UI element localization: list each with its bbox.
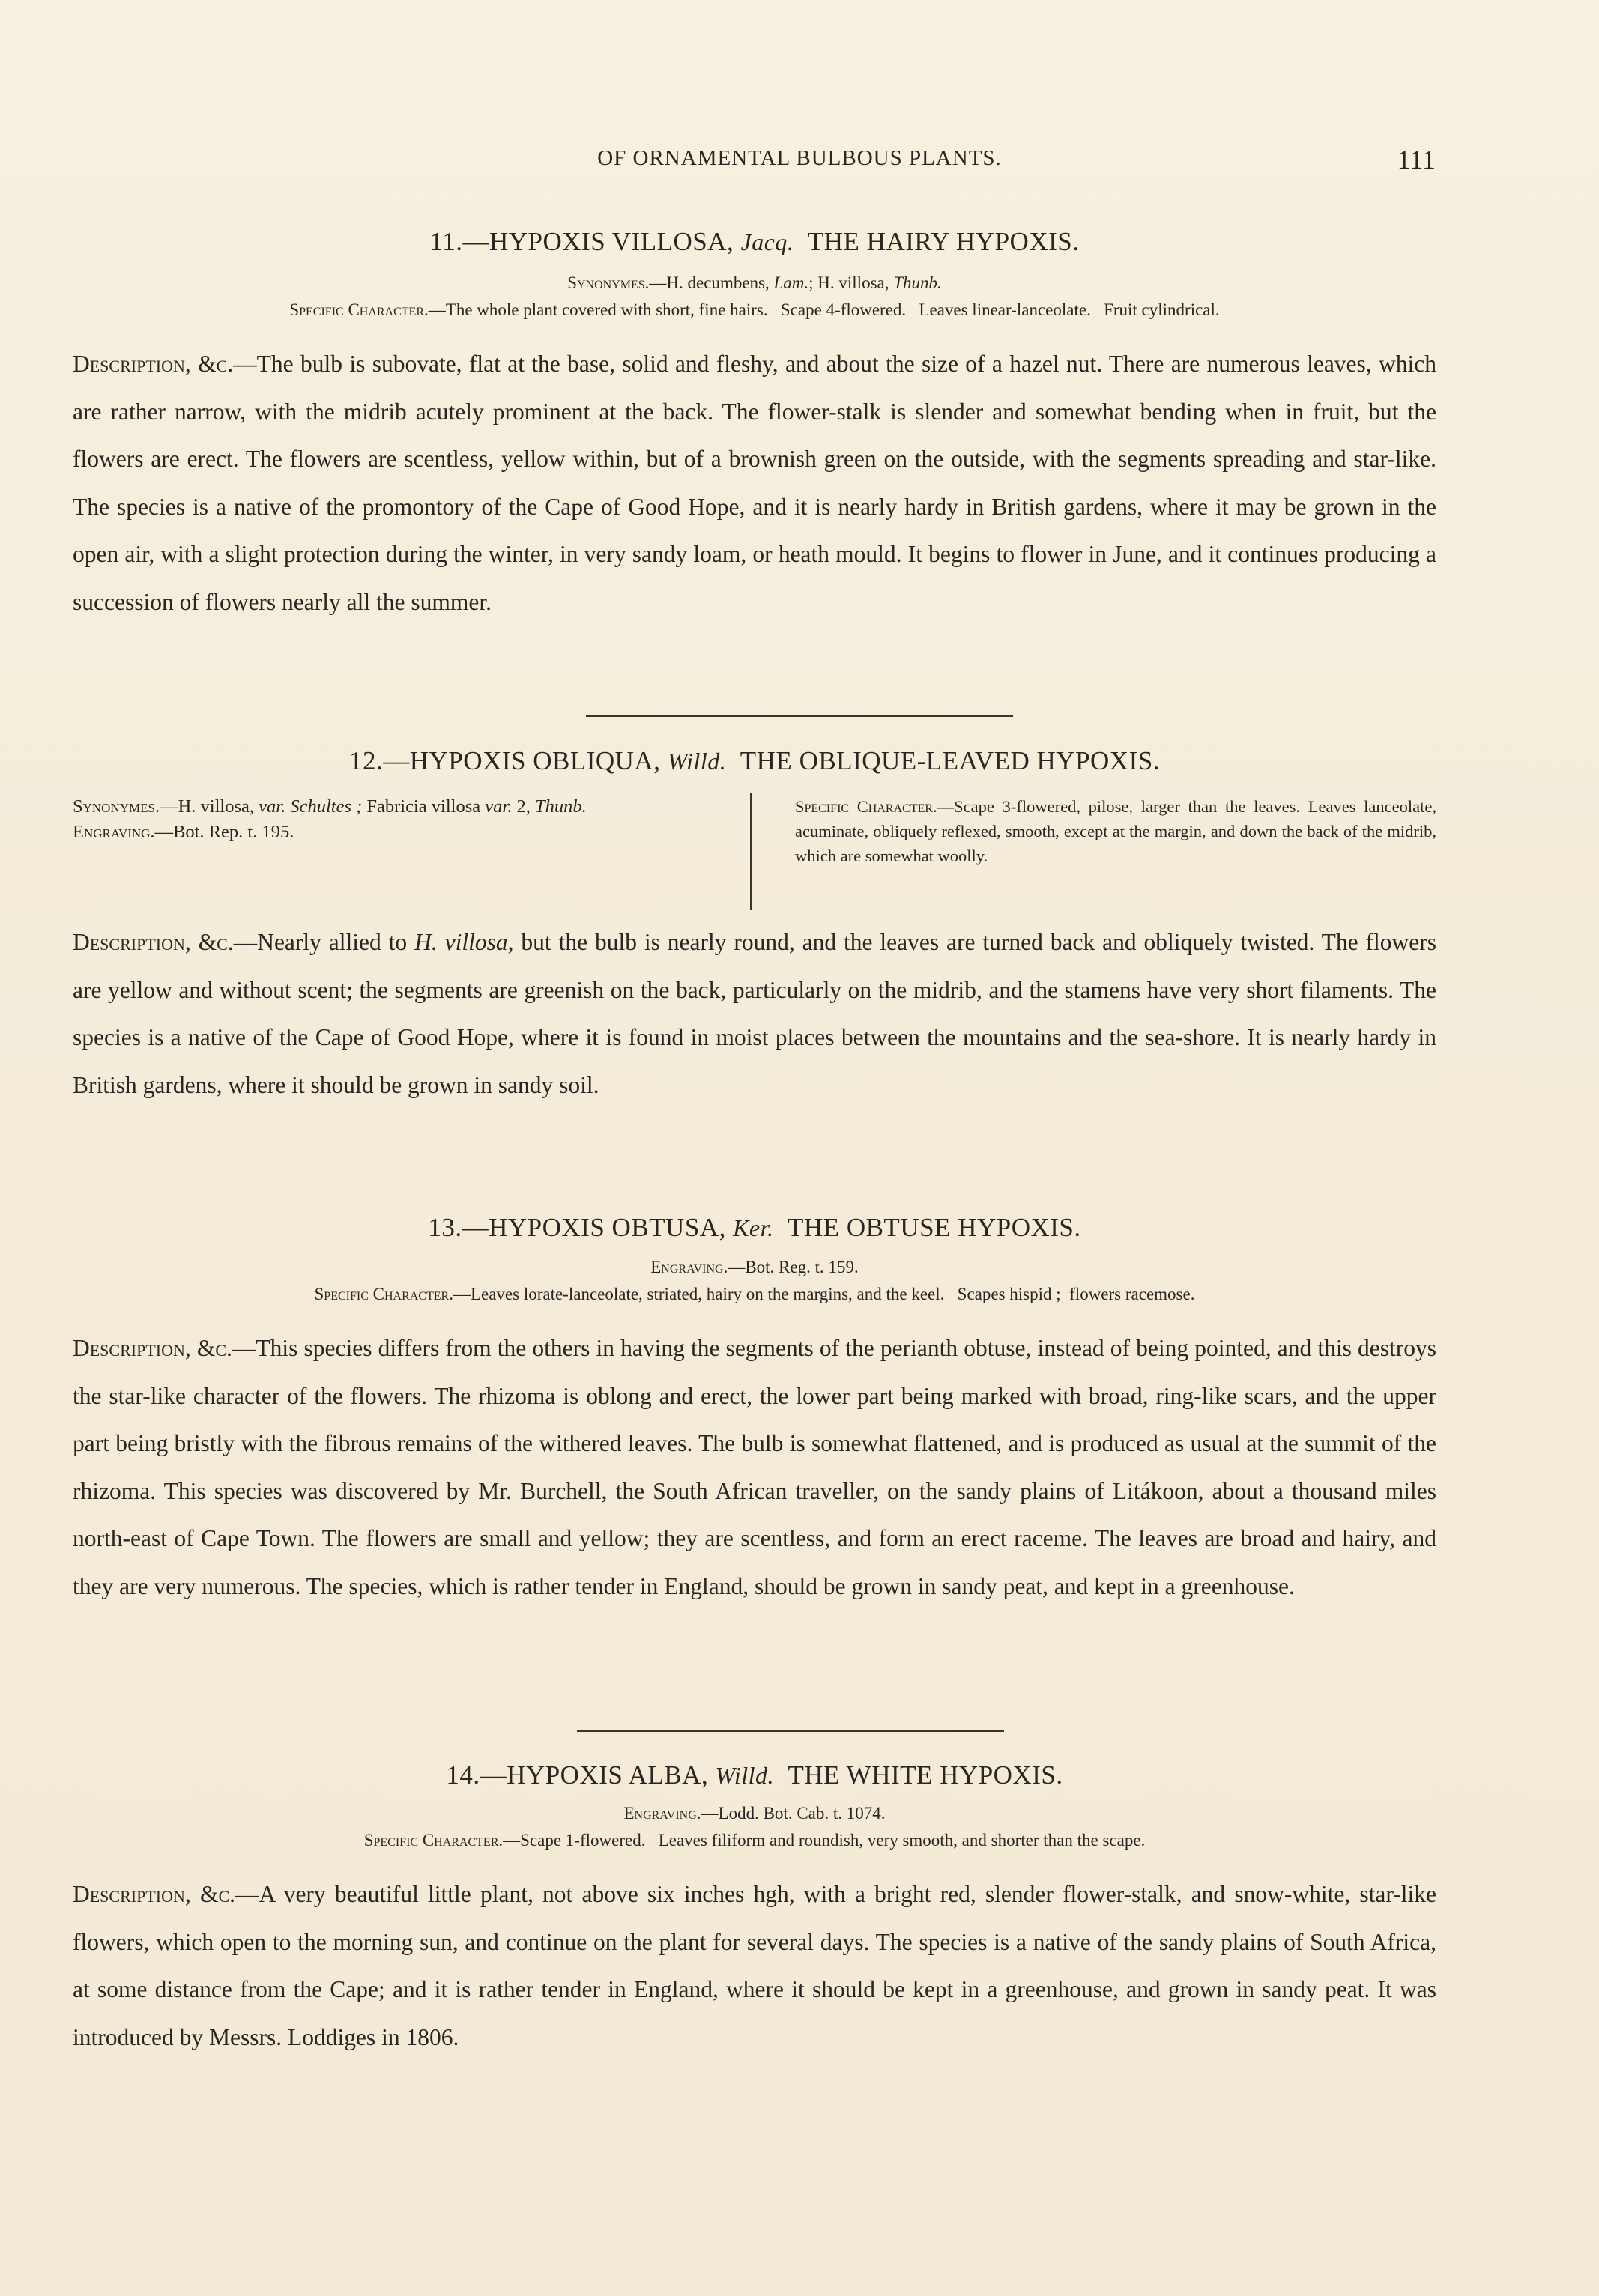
title-common-name: THE HAIRY HYPOXIS. <box>807 227 1080 256</box>
synonyms-text: —H. decumbens, <box>649 273 770 292</box>
character-label: Specific Character. <box>795 797 937 816</box>
character-text: —The whole plant covered with short, fine hairs. Scape 4-flowered. Leaves linear-lanceolate. Fruit cylindrical. <box>428 300 1220 319</box>
synonyms-author: Thunb. <box>893 273 942 292</box>
section-title <box>73 225 1436 259</box>
engraving-text: —Bot. Rep. t. 195. <box>154 822 294 842</box>
engraving-text: —Lodd. Bot. Cab. t. 1074. <box>701 1804 886 1823</box>
synonyms-author: Thunb. <box>534 796 587 817</box>
description-text: —The bulb is subovate, flat at the base, solid and fleshy, and about the size of a hazel nut. There are numerous leaves, which are rather narrow, with the midrib acutely prominent at the back. The flower-stalk is slender and somewhat bending when in fruit, but the flowers are erect. The flowers are scentless, yellow within, but of a brownish green on the outside, with the segments spreading and star-like. The species is a native of the promontory of the Cape of Good Hope, and it is nearly hardy in British gardens, where it may be grown in the open air, with a slight protection during the winter, in very sandy loam, or heath mould. It begins to flower in June, and it continues producing a succession of flowers nearly all the summer. <box>73 351 1436 615</box>
section-11 <box>73 225 1436 626</box>
synonyms-author: Lam. <box>773 273 809 292</box>
section-divider <box>586 715 1013 717</box>
title-prefix: 14.—HYPOXIS ALBA, <box>446 1760 709 1790</box>
synonyms-text: ; H. villosa, <box>808 273 889 292</box>
character-label: Specific Character. <box>289 300 429 319</box>
engraving-text: —Bot. Reg. t. 159. <box>728 1258 859 1276</box>
title-authority: Jacq. <box>740 228 794 255</box>
engraving-label: Engraving. <box>650 1258 728 1276</box>
description-text: —A very beautiful little plant, not above six inches hgh, with a bright red, slender flower-stalk, and snow-white, star-like flowers, which open to the morning sun, and continue on the plant for several days. The species is a native of the sandy plains of South Africa, at some distance from the Cape; and it is rather tender in England, where it should be kept in a greenhouse, and grown in sandy peat. It was introduced by Messrs. Loddiges in 1806. <box>73 1881 1437 2050</box>
synonyms-column <box>73 794 776 845</box>
title-common-name: THE OBTUSE HYPOXIS. <box>788 1213 1081 1242</box>
title-prefix: 12.—HYPOXIS OBLIQUA, <box>349 746 661 775</box>
title-prefix: 13.—HYPOXIS OBTUSA, <box>428 1213 726 1242</box>
page-number: 111 <box>1397 145 1436 175</box>
description-label: Description, &c. <box>73 1335 232 1361</box>
specific-character-line <box>73 1827 1436 1854</box>
synonyms-label: Synonymes. <box>567 273 650 292</box>
title-common-name: THE OBLIQUE-LEAVED HYPOXIS. <box>740 746 1160 775</box>
section-title <box>73 1211 1436 1245</box>
running-title: OF ORNAMENTAL BULBOUS PLANTS. <box>597 146 1002 170</box>
section-12-notes <box>73 794 1436 914</box>
description-text: —Nearly allied to <box>233 929 408 955</box>
specific-character-line <box>73 297 1436 324</box>
specific-character-column <box>795 794 1436 868</box>
title-authority: Willd. <box>667 748 727 775</box>
section-12 <box>73 744 1436 778</box>
character-text: —Scape 3-flowered, pilose, larger than the leaves. Leaves lanceolate, acuminate, obliquely reflexed, smooth, except at the margin, and down the back of the midrib, which are somewhat woolly. <box>795 797 1436 865</box>
engraving-label: Engraving. <box>73 822 155 842</box>
synonyms-variety: var. <box>259 796 286 817</box>
engraving-line <box>73 1254 1436 1281</box>
title-prefix: 11.—HYPOXIS VILLOSA, <box>429 227 734 256</box>
section-13 <box>73 1211 1436 1610</box>
synonyms-text: 2, <box>516 796 531 817</box>
section-12-description <box>73 918 1436 1109</box>
section-title <box>73 1758 1436 1793</box>
description-label: Description, &c. <box>73 1881 235 1907</box>
description-label: Description, &c. <box>73 929 234 955</box>
synonyms-variety: var. <box>485 796 513 817</box>
synonyms-label: Synonymes. <box>73 796 160 817</box>
synonyms-entry <box>73 794 776 820</box>
engraving-line <box>73 1800 1436 1827</box>
synonyms-author: Schultes ; <box>290 796 363 817</box>
character-text: —Scape 1-flowered. Leaves filiform and roundish, very smooth, and shorter than the scape. <box>503 1831 1146 1850</box>
description-text: but the bulb is nearly round, and the leaves are turned back and obliquely twisted. The flowers are yellow and without scent; the segments are greenish on the back, particularly on the midrib, and the stamens have very short filaments. The species is a native of the Cape of Good Hope, where it is found in moist places between the mountains and the sea-shore. It is nearly hardy in British gardens, where it should be grown in sandy soil. <box>73 929 1436 1098</box>
section-14 <box>73 1758 1436 2061</box>
title-authority: Ker. <box>733 1214 774 1241</box>
character-label: Specific Character. <box>314 1285 453 1303</box>
description-paragraph <box>73 1324 1436 1610</box>
description-species-name: H. villosa, <box>414 929 514 955</box>
specific-character-line <box>73 1281 1436 1308</box>
column-divider <box>750 793 752 910</box>
description-label: Description, &c. <box>73 351 234 377</box>
synonyms-line <box>73 270 1436 297</box>
synonyms-text: Fabricia villosa <box>366 796 481 817</box>
engraving-entry <box>73 820 776 845</box>
synonyms-text: —H. villosa, <box>160 796 254 817</box>
description-paragraph <box>73 918 1436 1109</box>
engraving-label: Engraving. <box>623 1804 701 1823</box>
description-paragraph <box>73 1871 1436 2061</box>
section-title <box>73 744 1436 778</box>
description-text: —This species differs from the others in having the segments of the perianth obtuse, instead of being pointed, and this destroys the star-like character of the flowers. The rhizoma is oblong and erect, the lower part being marked with broad, ring-like scars, and the upper part being bristly with the fibrous remains of the withered leaves. The bulb is somewhat flattened, and is produced as usual at the summit of the rhizoma. This species was discovered by Mr. Burchell, the South African traveller, on the sandy plains of Litákoon, about a thousand miles north-east of Cape Town. The flowers are small and yellow; they are scentless, and form an erect raceme. The leaves are broad and hairy, and they are very numerous. The species, which is rather tender in England, should be grown in sandy peat, and kept in a greenhouse. <box>73 1335 1436 1599</box>
title-common-name: THE WHITE HYPOXIS. <box>788 1760 1063 1790</box>
title-authority: Willd. <box>715 1762 775 1789</box>
character-label: Specific Character. <box>363 1831 504 1850</box>
character-text: —Leaves lorate-lanceolate, striated, hairy on the margins, and the keel. Scapes hispid ; flowers racemose. <box>453 1285 1195 1303</box>
description-paragraph <box>73 340 1436 626</box>
section-divider <box>577 1730 1004 1732</box>
